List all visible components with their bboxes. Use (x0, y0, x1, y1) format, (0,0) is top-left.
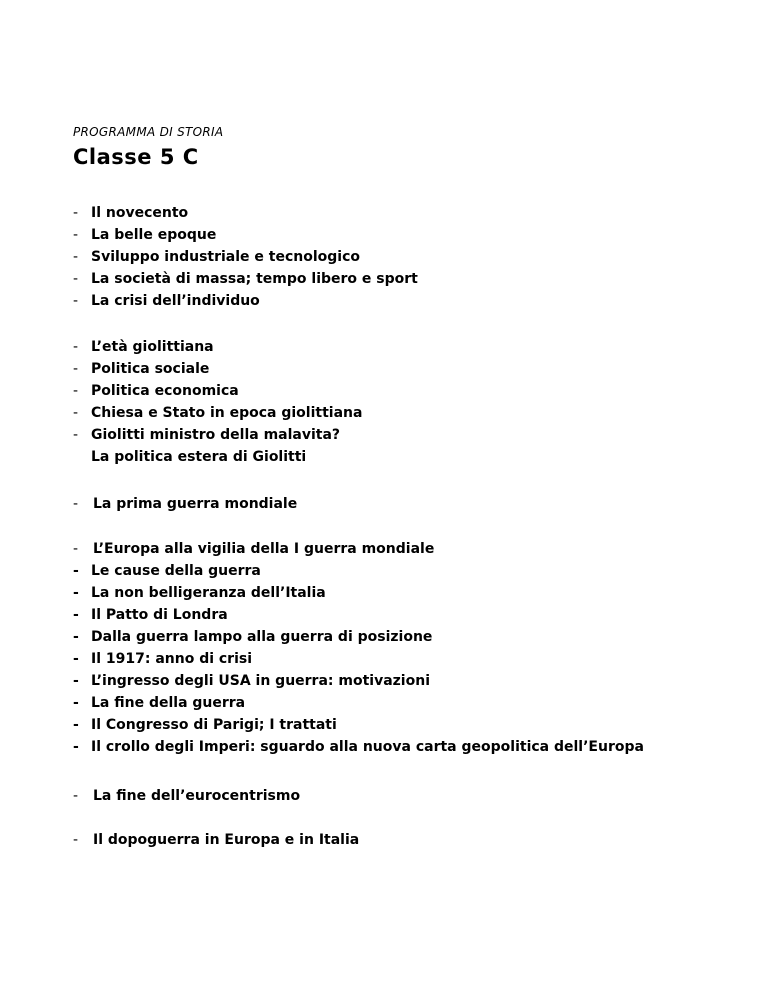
list-item-text: Chiesa e Stato in epoca giolittiana (91, 405, 363, 421)
list-item (73, 358, 753, 380)
topic-list-eurocentrismo (73, 785, 753, 807)
bullet-dash: - (73, 205, 79, 221)
topic-list-eta-giolittiana (73, 336, 753, 468)
bullet-dash: - (73, 585, 79, 601)
list-item-text: Le cause della guerra (91, 563, 261, 579)
list-item (73, 736, 753, 758)
bullet-dash: - (73, 651, 79, 667)
list-item (73, 424, 753, 446)
bullet-dash: - (73, 673, 79, 689)
list-item-text: Il 1917: anno di crisi (91, 651, 253, 667)
list-item (73, 582, 753, 604)
bullet-dash: - (73, 249, 79, 265)
list-item (73, 202, 753, 224)
list-item-text: La fine della guerra (91, 695, 246, 711)
list-item (73, 380, 753, 402)
list-item (73, 336, 753, 358)
bullet-dash: - (73, 427, 79, 443)
list-item (73, 290, 753, 312)
list-item-text: La società di massa; tempo libero e sport (91, 271, 418, 287)
bullet-dash: - (73, 496, 79, 512)
list-item (73, 670, 753, 692)
bullet-dash: - (73, 788, 79, 804)
list-item (73, 604, 753, 626)
list-item (73, 446, 753, 468)
list-item-text: La crisi dell’individuo (91, 293, 260, 309)
bullet-dash: - (73, 541, 79, 557)
bullet-dash: - (73, 339, 79, 355)
list-item-text: La belle epoque (91, 227, 217, 243)
bullet-dash: - (73, 293, 79, 309)
list-item (73, 626, 753, 648)
bullet-dash: - (73, 739, 79, 755)
list-item (73, 493, 753, 515)
bullet-dash: - (73, 695, 79, 711)
topic-list-dopoguerra (73, 829, 753, 851)
bullet-dash: - (73, 383, 79, 399)
list-item-text: Il novecento (91, 205, 189, 221)
list-item-text: La non belligeranza dell’Italia (91, 585, 326, 601)
bullet-dash: - (73, 607, 79, 623)
list-item (73, 560, 753, 582)
list-item (73, 402, 753, 424)
list-item-text: Giolitti ministro della malavita? (91, 427, 341, 443)
list-item (73, 648, 753, 670)
list-item-text: Politica economica (91, 383, 239, 399)
list-item (73, 692, 753, 714)
list-item-text: La fine dell’eurocentrismo (93, 788, 301, 804)
document-title: Classe 5 C (73, 145, 199, 169)
list-item-text: Il dopoguerra in Europa e in Italia (93, 832, 360, 848)
list-item (73, 224, 753, 246)
list-item-text: Dalla guerra lampo alla guerra di posizione (91, 629, 433, 645)
list-item-text: Il Congresso di Parigi; I trattati (91, 717, 337, 733)
bullet-dash: - (73, 629, 79, 645)
list-item (73, 785, 753, 807)
bullet-dash: - (73, 405, 79, 421)
bullet-dash: - (73, 361, 79, 377)
list-item-text: La prima guerra mondiale (93, 496, 298, 512)
list-item-text: Il Patto di Londra (91, 607, 228, 623)
bullet-dash: - (73, 832, 79, 848)
topic-list-prima-guerra (73, 493, 753, 515)
bullet-dash: - (73, 227, 79, 243)
list-item-text: La politica estera di Giolitti (91, 449, 307, 465)
bullet-dash: - (73, 563, 79, 579)
list-item-text: L’Europa alla vigilia della I guerra mondiale (93, 541, 435, 557)
list-item (73, 268, 753, 290)
list-item-text: Politica sociale (91, 361, 210, 377)
list-item-text: L’età giolittiana (91, 339, 214, 355)
bullet-dash: - (73, 271, 79, 287)
list-item-text: Sviluppo industriale e tecnologico (91, 249, 361, 265)
list-item (73, 246, 753, 268)
list-item (73, 714, 753, 736)
list-item (73, 829, 753, 851)
document-subtitle: PROGRAMMA DI STORIA (73, 125, 224, 139)
bullet-dash: - (73, 717, 79, 733)
list-item-text: Il crollo degli Imperi: sguardo alla nuova carta geopolitica dell’Europa (91, 739, 644, 755)
topic-list-novecento (73, 202, 753, 312)
topic-list-guerra-details (73, 538, 753, 758)
list-item-text: L’ingresso degli USA in guerra: motivazioni (91, 673, 430, 689)
list-item (73, 538, 753, 560)
